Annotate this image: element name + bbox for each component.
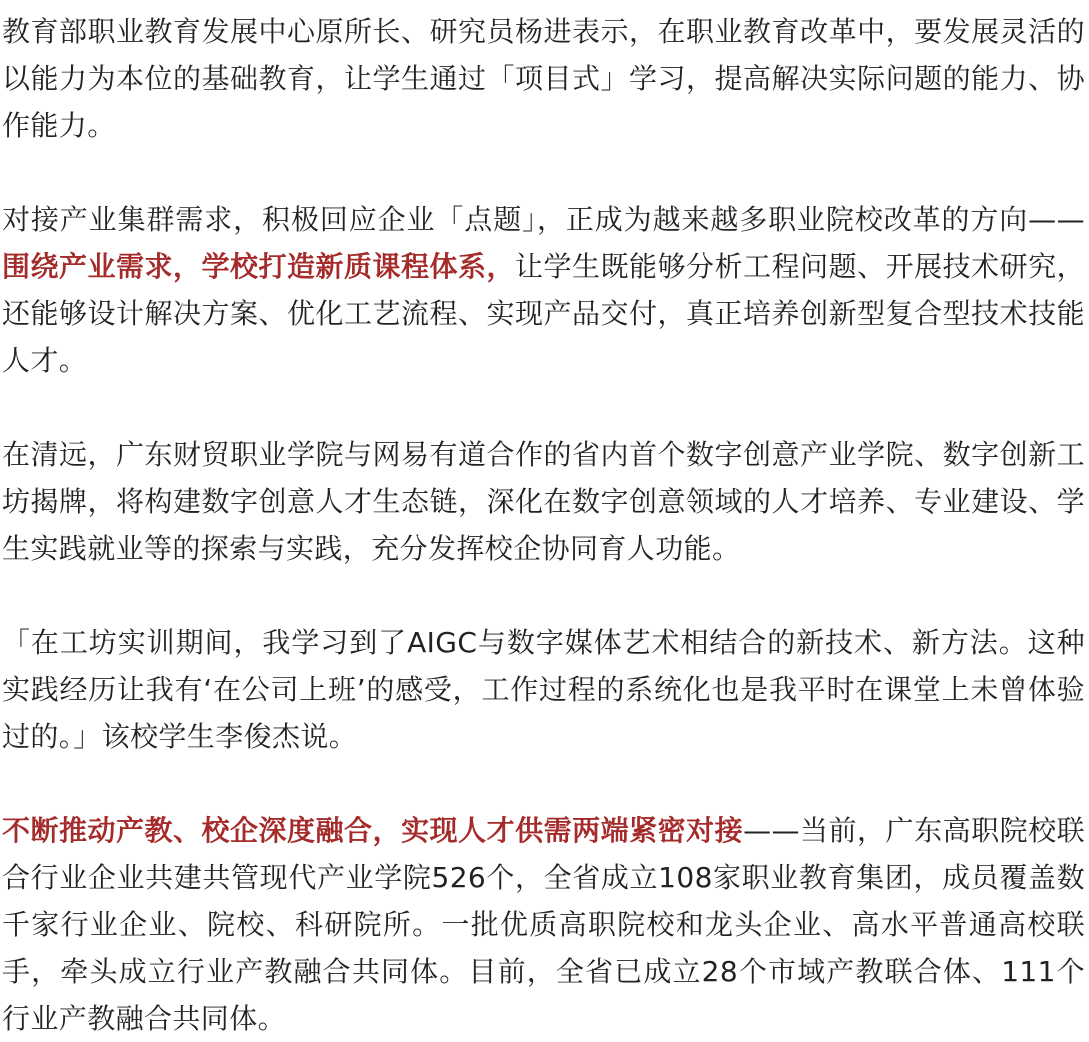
paragraph-5-highlight: 不断推动产教、校企深度融合，实现人才供需两端紧密对接	[2, 814, 744, 847]
paragraph-2-highlight: 围绕产业需求，学校打造新质课程体系，	[2, 250, 516, 283]
paragraph-1-text: 教育部职业教育发展中心原所长、研究员杨进表示，在职业教育改革中，要发展灵活的以能力为本位的基础教育，让学生通过「项目式」学习，提高解决实际问题的能力、协作能力。	[2, 15, 1085, 142]
paragraph-5	[2, 807, 1085, 1042]
paragraph-2-lead: 对接产业集群需求，积极回应企业「点题」，正成为越来越多职业院校改革的方向——	[2, 203, 1085, 236]
paragraph-2-rest: 让学生既能够分析工程问题、开展技术研究，还能够设计解决方案、优化工艺流程、实现产品交付，真正培养创新型复合型技术技能人才。	[2, 250, 1085, 377]
paragraph-5-rest: ——当前，广东高职院校联合行业企业共建共管现代产业学院526个，全省成立108家职业教育集团，成员覆盖数千家行业企业、院校、科研院所。一批优质高职院校和龙头企业、高水平普通高校联手，牵头成立行业产教融合共同体。目前，全省已成立28个市域产教联合体、111个行业产教融合共同体。	[2, 814, 1085, 1035]
paragraph-3	[2, 431, 1085, 572]
paragraph-4-text: 「在工坊实训期间，我学习到了AIGC与数字媒体艺术相结合的新技术、新方法。这种实践经历让我有‘在公司上班’的感受，工作过程的系统化也是我平时在课堂上未曾体验过的。」该校学生李俊杰说。	[2, 626, 1085, 753]
paragraph-1	[2, 8, 1085, 149]
paragraph-2	[2, 196, 1085, 384]
paragraph-3-text: 在清远，广东财贸职业学院与网易有道合作的省内首个数字创意产业学院、数字创新工坊揭牌，将构建数字创意人才生态链，深化在数字创意领域的人才培养、专业建设、学生实践就业等的探索与实践，充分发挥校企协同育人功能。	[2, 438, 1085, 565]
paragraph-4-quote	[2, 619, 1085, 760]
